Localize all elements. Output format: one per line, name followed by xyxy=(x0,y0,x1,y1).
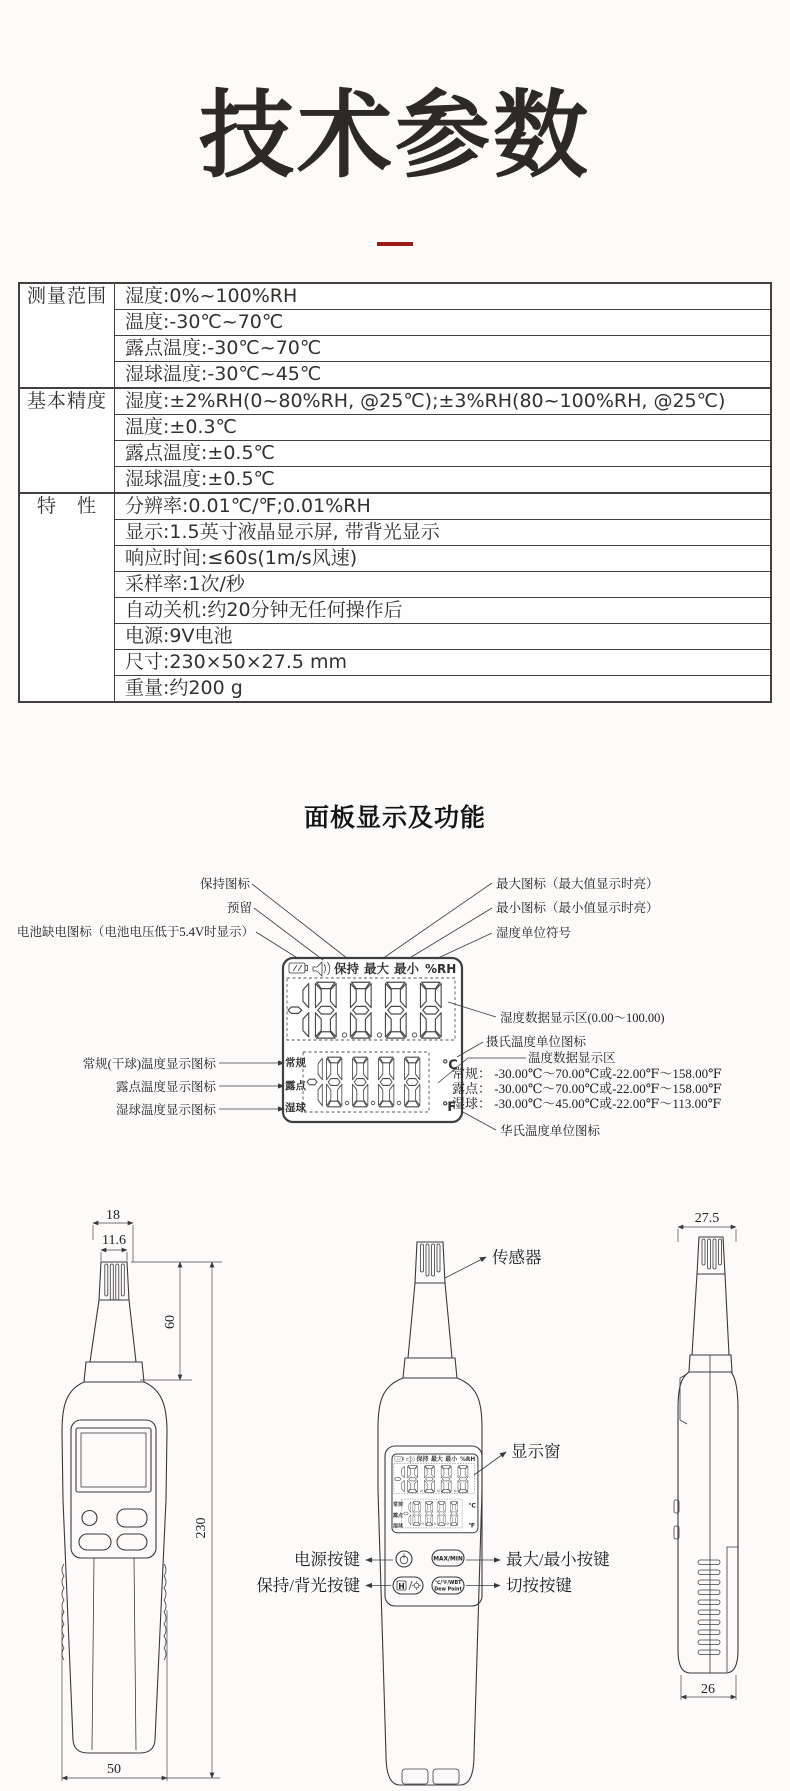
spec-row: 自动关机:约20分钟无任何操作后 xyxy=(115,598,772,624)
callout-celsius-icon: 摄氏温度单位图标 xyxy=(486,1035,587,1049)
callout-min-icon: 最小图标（最小值显示时亮） xyxy=(496,901,659,915)
callout-wet-icon: 湿球温度显示图标 xyxy=(115,1103,216,1117)
side-view-dimensioned xyxy=(674,1211,738,1700)
spec-row: 显示:1.5英寸液晶显示屏, 带背光显示 xyxy=(115,520,772,546)
spec-row: 湿球温度:-30℃~45℃ xyxy=(115,362,772,389)
spec-row: 露点温度:-30℃~70℃ xyxy=(115,336,772,362)
spec-row: 采样率:1次/秒 xyxy=(115,572,772,598)
hold-button-h: H xyxy=(398,1582,405,1591)
spec-row: 露点温度:±0.5℃ xyxy=(115,441,772,467)
lcd-row-normal: 常规 xyxy=(285,1057,306,1069)
callout-normal-icon: 常规(干球)温度显示图标 xyxy=(82,1057,216,1071)
dim-230: 230 xyxy=(194,1517,209,1539)
title-divider xyxy=(377,242,413,246)
lcd-hold-label: 保持 xyxy=(334,961,360,976)
front-view-annotated xyxy=(256,1242,610,1785)
hold-button-label: 保持/背光按键 xyxy=(256,1576,360,1595)
callout-max-icon: 最大图标（最大值显示时亮） xyxy=(496,877,659,891)
lcd-rh-unit: %RH xyxy=(425,962,457,976)
lcd-row-dew: 露点 xyxy=(285,1080,306,1092)
toggle-button-label: 切按按键 xyxy=(506,1576,572,1595)
callout-temp-area: 温度数据显示区 xyxy=(528,1051,616,1065)
callout-range-dew: 露点： -30.00℃～70.00℃或-22.00℉～158.00℉ xyxy=(452,1081,722,1096)
panel-section-heading: 面板显示及功能 xyxy=(303,803,486,832)
panel-and-drawings-diagram xyxy=(0,850,790,1791)
spec-group-header: 基本精度 xyxy=(19,388,115,493)
dim-18: 18 xyxy=(106,1208,120,1223)
power-button-label: 电源按键 xyxy=(294,1550,360,1569)
spec-row: 湿度:0%~100%RH xyxy=(115,283,772,310)
lcd-panel xyxy=(283,958,462,1122)
callout-humidity-area: 湿度数据显示区(0.00～100.00) xyxy=(500,1011,665,1025)
spec-row: 电源:9V电池 xyxy=(115,624,772,650)
spec-group-header: 特 性 xyxy=(19,493,115,702)
spec-row: 尺寸:230×50×27.5 mm xyxy=(115,650,772,676)
dim-11-6: 11.6 xyxy=(102,1233,126,1248)
dim-50: 50 xyxy=(107,1762,121,1777)
dim-26: 26 xyxy=(701,1682,715,1697)
lcd-celsius-unit: ℃ xyxy=(442,1058,458,1073)
callout-fahrenheit-icon: 华氏温度单位图标 xyxy=(500,1124,601,1138)
spec-row: 重量:约200 g xyxy=(115,676,772,703)
dim-27-5: 27.5 xyxy=(694,1211,720,1226)
maxmin-button-label: 最大/最小按键 xyxy=(506,1550,610,1569)
spec-table xyxy=(18,282,772,703)
hold-backlight-button-drawing xyxy=(393,1577,423,1594)
lcd-fahrenheit-unit: ℉ xyxy=(442,1100,457,1115)
power-button-drawing xyxy=(396,1551,412,1567)
callout-humidity-unit: 湿度单位符号 xyxy=(496,926,572,940)
spec-row: 湿球温度:±0.5℃ xyxy=(115,467,772,494)
spec-row: 温度:-30℃~70℃ xyxy=(115,310,772,336)
toggle-button-line2: Dew Point xyxy=(434,1587,462,1593)
spec-row: 温度:±0.3℃ xyxy=(115,415,772,441)
lcd-max-label: 最大 xyxy=(364,961,390,976)
vent-slots xyxy=(698,1560,720,1655)
callout-range-normal: 常规： -30.00℃～70.00℃或-22.00℉～158.00℉ xyxy=(452,1066,722,1081)
maxmin-button-drawing xyxy=(432,1550,464,1566)
lcd-row-wet: 湿球 xyxy=(285,1102,306,1114)
spec-row: 分辨率:0.01℃/℉;0.01%RH xyxy=(115,493,772,520)
maxmin-button-text: MAX/MIN xyxy=(433,1556,463,1563)
spec-row: 响应时间:≤60s(1m/s风速) xyxy=(115,546,772,572)
sensor-label: 传感器 xyxy=(492,1248,542,1267)
unit-toggle-button-drawing xyxy=(432,1577,464,1594)
toggle-button-line1: ℃/℉/WBT xyxy=(434,1581,462,1586)
callout-battery-icon: 电池缺电图标（电池电压低于5.4V时显示） xyxy=(16,925,254,939)
page-title: 技术参数 xyxy=(198,81,591,191)
callout-dew-icon: 露点温度显示图标 xyxy=(115,1080,216,1094)
callout-hold-icon: 保持图标 xyxy=(199,877,250,891)
lcd-min-label: 最小 xyxy=(394,961,420,976)
display-window-label: 显示窗 xyxy=(511,1442,561,1461)
spec-row: 湿度:±2%RH(0~80%RH, @25℃);±3%RH(80~100%RH, @25℃) xyxy=(115,388,772,415)
callout-range-wet: 湿球： -30.00℃～45.00℃或-22.00℉～113.00℉ xyxy=(452,1096,722,1111)
dim-60: 60 xyxy=(163,1315,178,1329)
callout-reserved: 预留 xyxy=(226,901,252,915)
front-view-dimensioned xyxy=(62,1208,222,1781)
spec-group-header: 测量范围 xyxy=(19,283,115,388)
